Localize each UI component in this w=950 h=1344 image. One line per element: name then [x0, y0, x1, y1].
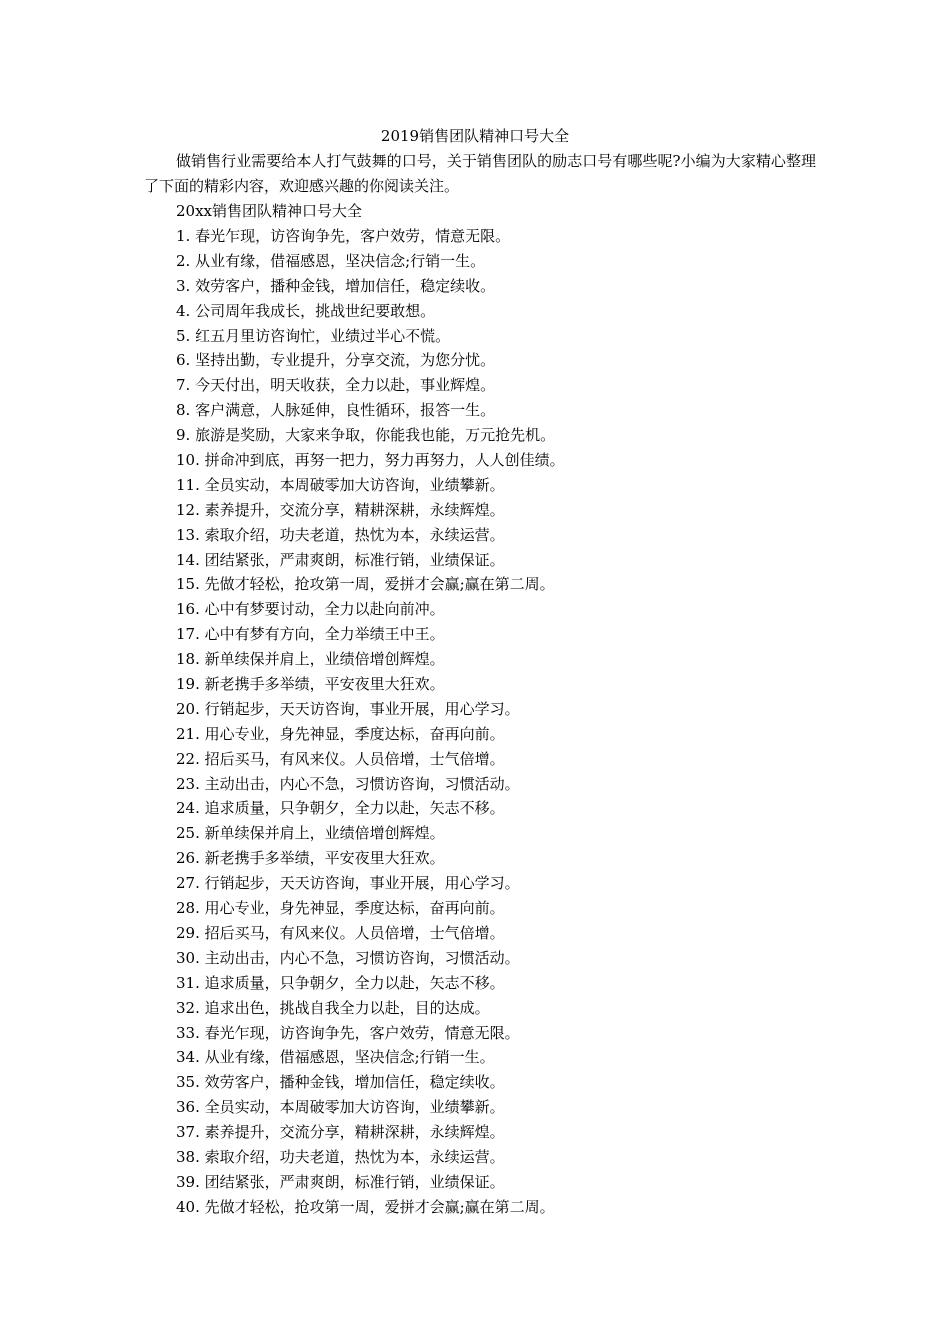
- slogan-item: 16. 心中有梦要讨动，全力以赴向前冲。: [176, 600, 445, 619]
- slogan-item: 12. 素养提升，交流分享，精耕深耕，永续辉煌。: [176, 500, 505, 519]
- slogan-item: 2. 从业有缘，借福感恩，坚决信念;行销一生。: [176, 251, 486, 270]
- slogan-item: 6. 坚持出勤，专业提升，分享交流，为您分忧。: [176, 351, 496, 370]
- slogan-item: 40. 先做才轻松，抢攻第一周，爱拼才会赢;赢在第二周。: [176, 1197, 555, 1216]
- document-title: 2019销售团队精神口号大全: [380, 127, 570, 145]
- slogan-item: 37. 素养提升，交流分享，精耕深耕，永续辉煌。: [176, 1123, 505, 1142]
- slogan-item: 13. 索取介绍，功夫老道，热忱为本，永续运营。: [176, 525, 505, 544]
- slogan-list: [176, 224, 565, 1220]
- slogan-item: 8. 客户满意，人脉延伸，良性循环，报答一生。: [176, 401, 496, 420]
- slogan-item: 31. 追求质量，只争朝夕，全力以赴，矢志不移。: [176, 973, 505, 992]
- slogan-item: 7. 今天付出，明天收获，全力以赴，事业辉煌。: [176, 376, 496, 395]
- slogan-item: 28. 用心专业，身先神显，季度达标，奋再向前。: [176, 899, 505, 918]
- slogan-item: 35. 效劳客户，播种金钱，增加信任，稳定续收。: [176, 1073, 505, 1092]
- section-heading: 20xx销售团队精神口号大全: [176, 202, 363, 220]
- slogan-item: 23. 主动出击，内心不急，习惯访咨询，习惯活动。: [176, 774, 520, 793]
- slogan-item: 25. 新单续保并肩上，业绩倍增创辉煌。: [176, 824, 445, 843]
- slogan-item: 27. 行销起步，天天访咨询，事业开展，用心学习。: [176, 874, 520, 893]
- slogan-item: 36. 全员实动，本周破零加大访咨询，业绩攀新。: [176, 1098, 505, 1117]
- slogan-item: 17. 心中有梦有方向，全力举绩王中王。: [176, 625, 445, 644]
- slogan-item: 32. 追求出色，挑战自我全力以赴，目的达成。: [176, 998, 490, 1017]
- slogan-item: 22. 招后买马，有风来仪。人员倍增，士气倍增。: [176, 749, 505, 768]
- slogan-item: 3. 效劳客户，播种金钱，增加信任，稳定续收。: [176, 276, 496, 295]
- slogan-item: 10. 拼命冲到底，再努一把力，努力再努力，人人创佳绩。: [176, 451, 565, 470]
- slogan-item: 4. 公司周年我成长，挑战世纪要敢想。: [176, 301, 436, 320]
- slogan-item: 18. 新单续保并肩上，业绩倍增创辉煌。: [176, 650, 445, 669]
- slogan-item: 38. 索取介绍，功夫老道，热忱为本，永续运营。: [176, 1147, 505, 1166]
- slogan-item: 21. 用心专业，身先神显，季度达标，奋再向前。: [176, 724, 505, 743]
- slogan-item: 11. 全员实动，本周破零加大访咨询，业绩攀新。: [176, 475, 505, 494]
- slogan-item: 15. 先做才轻松，抢攻第一周，爱拼才会赢;赢在第二周。: [176, 575, 555, 594]
- slogan-item: 9. 旅游是奖励，大家来争取，你能我也能，万元抢先机。: [176, 426, 556, 445]
- slogan-item: 30. 主动出击，内心不急，习惯访咨询，习惯活动。: [176, 948, 520, 967]
- slogan-item: 34. 从业有缘，借福感恩，坚决信念;行销一生。: [176, 1048, 495, 1067]
- intro-paragraph: 做销售行业需要给本人打气鼓舞的口号，关于销售团队的励志口号有哪些呢?小编为大家精心整理了下面的精彩内容，欢迎感兴趣的你阅读关注。: [144, 152, 816, 195]
- slogan-item: 39. 团结紧张，严肃爽朗，标准行销，业绩保证。: [176, 1172, 505, 1191]
- slogan-item: 26. 新老携手多举绩，平安夜里大狂欢。: [176, 849, 445, 868]
- slogan-item: 33. 春光乍现，访咨询争先，客户效劳，情意无限。: [176, 1023, 520, 1042]
- slogan-item: 19. 新老携手多举绩，平安夜里大狂欢。: [176, 675, 445, 694]
- slogan-item: 14. 团结紧张，严肃爽朗，标准行销，业绩保证。: [176, 550, 505, 569]
- slogan-item: 5. 红五月里访咨询忙，业绩过半心不慌。: [176, 326, 451, 345]
- slogan-item: 29. 招后买马，有风来仪。人员倍增，士气倍增。: [176, 923, 505, 942]
- slogan-item: 1. 春光乍现，访咨询争先，客户效劳，情意无限。: [176, 227, 511, 245]
- slogan-item: 24. 追求质量，只争朝夕，全力以赴，矢志不移。: [176, 799, 505, 818]
- slogan-item: 20. 行销起步，天天访咨询，事业开展，用心学习。: [176, 699, 520, 718]
